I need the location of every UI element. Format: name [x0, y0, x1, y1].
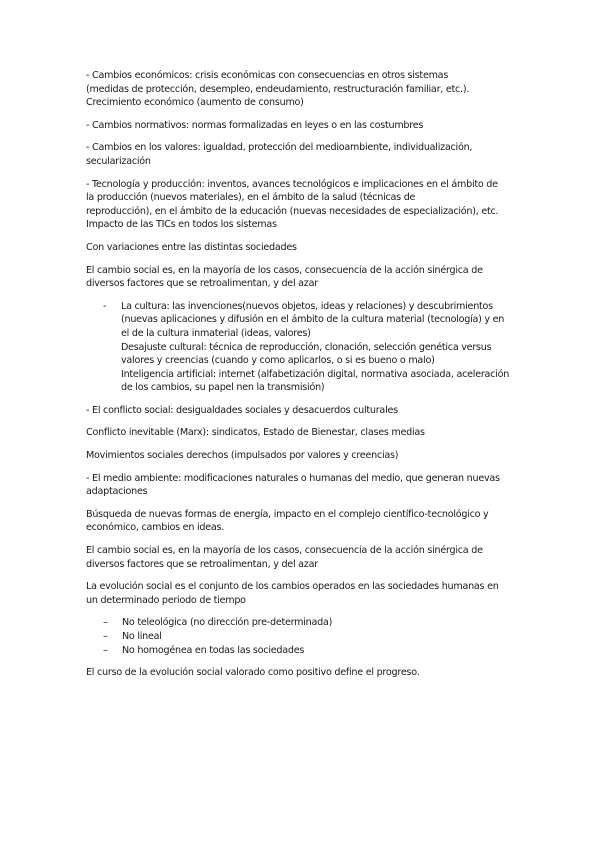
paragraph-energy: [86, 508, 520, 535]
text-line: La cultura: las invenciones(nuevos objetos, ideas y relaciones) y descubrimientos: [121, 300, 493, 312]
list-marker: –: [103, 644, 108, 656]
evolution-list: [86, 616, 520, 657]
text-line: Con variaciones entre las distintas sociedades: [86, 241, 297, 253]
text-line: Conflicto inevitable (Marx): sindicatos, Estado de Bienestar, clases medias: [86, 427, 425, 439]
list-item-text: No lineal: [122, 631, 162, 642]
text-line: - Cambios normativos: normas formalizadas en leyes o en las costumbres: [86, 119, 424, 131]
list-item: [86, 300, 520, 395]
text-line: diversos factores que se retroalimentan, y del azar: [86, 558, 318, 570]
paragraph-social-change-repeat: [86, 544, 520, 571]
list-item-text: No homogénea en todas las sociedades: [122, 644, 305, 656]
text-line: (nuevas aplicaciones y difusión en el ámbito de la cultura material (tecnología) y en: [121, 314, 505, 326]
culture-list: [86, 300, 520, 395]
text-line: El cambio social es, en la mayoría de los casos, consecuencia de la acción sinérgica de: [86, 264, 483, 276]
text-line: Impacto de las TICs en todos los sistemas: [86, 219, 277, 231]
text-line: Movimientos sociales derechos (impulsados por valores y creencias): [86, 450, 399, 462]
paragraph-value-changes: [86, 141, 520, 168]
paragraph-social-movements: [86, 449, 520, 463]
text-line: La evolución social es el conjunto de los cambios operados en las sociedades humanas en: [86, 581, 499, 593]
text-line: valores y creencias (cuando y como aplicarlos, o si es bueno o malo): [121, 355, 435, 367]
text-line: - El conflicto social: desigualdades sociales y desacuerdos culturales: [86, 404, 398, 416]
text-line: un determinado periodo de tiempo: [86, 594, 246, 606]
paragraph-economic-changes: [86, 69, 520, 110]
text-line: El curso de la evolución social valorado como positivo define el progreso.: [86, 667, 420, 679]
text-line: secularización: [86, 155, 151, 167]
paragraph-technology: [86, 178, 520, 232]
paragraph-social-evolution: [86, 580, 520, 607]
paragraph-social-change: [86, 264, 520, 291]
list-item: [86, 644, 520, 658]
text-line: el de la cultura inmaterial (ideas, valores): [121, 327, 311, 339]
text-line: reproducción), en el ámbito de la educación (nuevas necesidades de especialización), etc.: [86, 205, 499, 217]
text-line: - Tecnología y producción: inventos, avances tecnológicos e implicaciones en el ámbito de: [86, 178, 498, 190]
list-item: [86, 616, 520, 630]
text-line: - El medio ambiente: modificaciones naturales o humanas del medio, que generan nuevas: [86, 472, 500, 484]
list-marker: –: [103, 631, 108, 642]
list-item: [86, 630, 520, 644]
text-line: adaptaciones: [86, 486, 148, 498]
text-line: diversos factores que se retroalimentan, y del azar: [86, 278, 318, 290]
paragraph-social-conflict: [86, 404, 520, 418]
paragraph-variations: [86, 241, 520, 255]
text-line: (medidas de protección, desempleo, endeudamiento, restructuración familiar, etc.).: [86, 83, 470, 95]
text-line: la producción (nuevos materiales), en el ámbito de la salud (técnicas de: [86, 192, 416, 204]
text-line: económico, cambios en ideas.: [86, 522, 225, 534]
text-line: Búsqueda de nuevas formas de energía, impacto en el complejo científico-tecnológico y: [86, 508, 489, 520]
text-line: de los cambios, su papel nen la transmisión): [121, 382, 325, 394]
text-line: - Cambios económicos: crisis económicas con consecuencias en otros sistemas: [86, 70, 449, 81]
text-line: Crecimiento económico (aumento de consumo): [86, 97, 304, 109]
paragraph-environment: [86, 472, 520, 499]
text-line: - Cambios en los valores: igualdad, protección del medioambiente, individualización,: [86, 142, 473, 154]
list-marker: -: [103, 300, 107, 312]
text-line: Inteligencia artificial: internet (alfabetización digital, normativa asociada, aceleración: [121, 368, 510, 380]
text-line: El cambio social es, en la mayoría de los casos, consecuencia de la acción sinérgica de: [86, 545, 483, 557]
paragraph-inevitable-conflict: [86, 426, 520, 440]
text-line: Desajuste cultural: técnica de reproducción, clonación, selección genética versus: [121, 341, 492, 353]
paragraph-progress: [86, 666, 520, 680]
list-marker: –: [103, 617, 108, 629]
list-item-text: No teleológica (no dirección pre-determinada): [122, 617, 333, 629]
paragraph-normative-changes: [86, 119, 520, 133]
